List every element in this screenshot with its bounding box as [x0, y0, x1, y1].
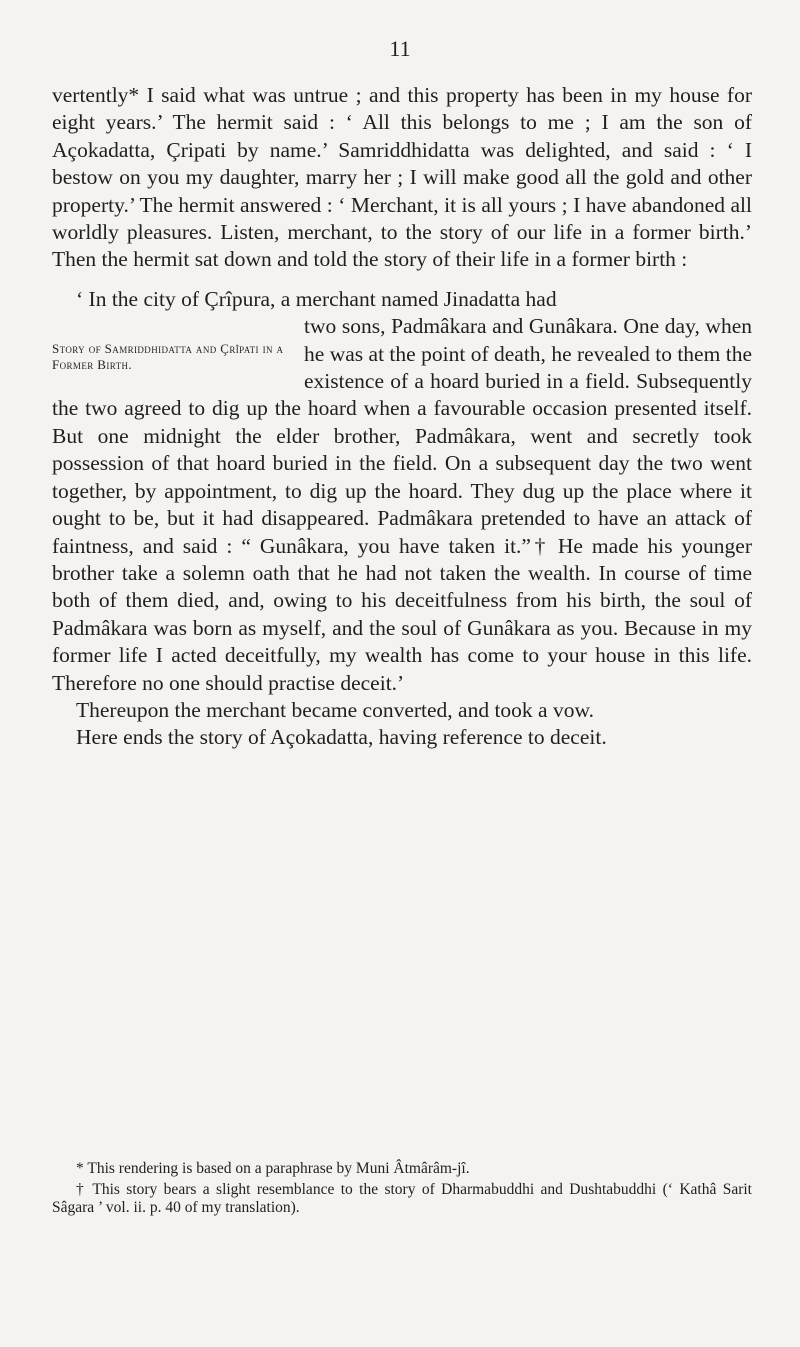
side-note: Story of Samriddhidatta and Çrîpati in a Former Birth. [52, 341, 284, 373]
body-text [52, 82, 752, 752]
paragraph-converted: Thereupon the merchant became converted, and took a vow. [76, 697, 594, 722]
footnote-dagger: † This story bears a slight resemblance to the story of Dharmabuddhi and Dushtabuddhi (‘ Kathâ Sarit Sâgara ’ vol. ii. p. 40 of my translation). [52, 1180, 752, 1216]
story-block [52, 286, 752, 697]
story-opening-line: ‘ In the city of Çrîpura, a merchant named Jinadatta had [76, 286, 557, 311]
footnotes [52, 1160, 752, 1218]
page-number: 11 [389, 36, 411, 61]
story-paragraph: two sons, Padmâkara and Gunâkara. One day, when he was at the point of death, he revealed to them the existence of a hoard buried in a field. Subsequently the two agreed to dig up the hoard when a favourable occasion presented itself. But one midnight the elder brother, Padmâkara, went and secretly took possession of that hoard buried in the field. On a subsequent day the two went together, by appointment, to dig up the hoard. They dug up the place where it ought to be, but it had disappeared. Padmâkara pretended to have an attack of faintness, and said : “ Gunâkara, you have taken it.”† He made his younger brother take a solemn oath that he had not taken the wealth. In course of time both of them died, and, owing to his deceitfulness from his birth, the soul of Padmâkara was born as myself, and the soul of Gunâkara as you. Because in my former life I acted deceitfully, my wealth has come to your house in this life. Therefore no one should practise deceit.’ [52, 314, 752, 695]
paragraph-continued: vertently* I said what was untrue ; and this property has been in my house for eight years.’ The hermit said : ‘ All this belongs to me ; I am the son of Açokadatta, Çripati by name.’ Samriddhidatta was delighted, and said : ‘ I bestow on you my daughter, marry her ; I will make good all the gold and other property.’ The hermit answered : ‘ Merchant, it is all yours ; I have abandoned all worldly pleasures. Listen, merchant, to the story of our life in a former birth.’ Then the hermit sat down and told the story of their life in a former birth : [52, 83, 752, 272]
paragraph-story-end: Here ends the story of Açokadatta, having reference to deceit. [76, 725, 607, 750]
footnote-asterisk: * This rendering is based on a paraphrase by Muni Âtmârâm-jî. [76, 1160, 470, 1177]
